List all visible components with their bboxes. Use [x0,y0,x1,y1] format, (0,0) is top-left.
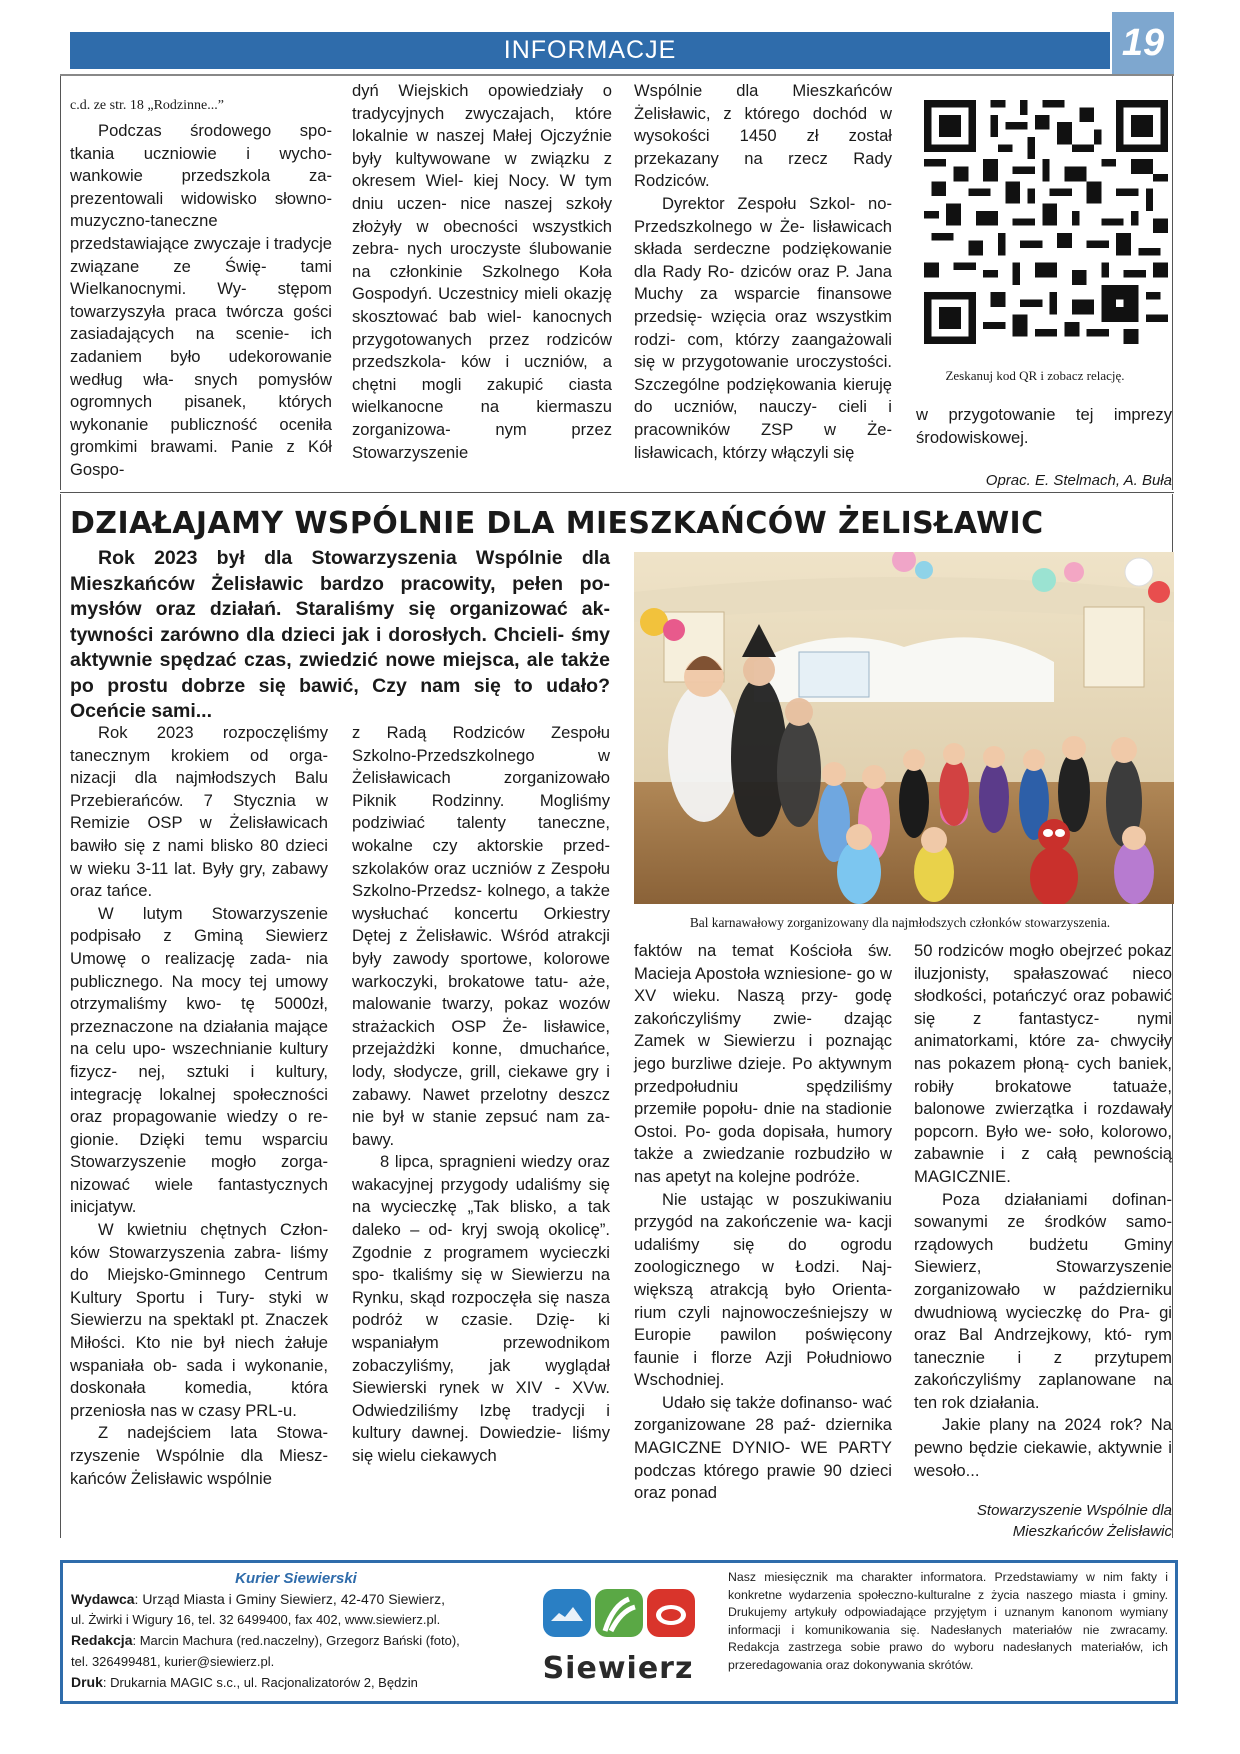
main-article-column-3 [634,940,892,1505]
paragraph: Rok 2023 rozpoczęliśmy tanecznym krokiem od orga- nizacji dla najmłodszych Balu Przebierańców. 7 Stycznia w Remizie OSP w Żelisławicach bawiło się z nami blisko 80 dzieci w wieku 3-11 lat. Były gry, zabawy oraz tańce. [70,723,328,901]
masthead-footer [60,1560,1178,1704]
paragraph: w przygotowanie tej imprezy środowiskowej. [916,405,1172,447]
siewierz-logo [533,1585,703,1689]
publisher-text: : Urząd Miasta i Gminy Siewierz, 42-470 Siewierz, [134,1591,445,1608]
article-divider [60,492,1174,493]
qr-caption: Zeskanuj kod QR i zobacz relację. [945,368,1125,383]
paragraph: W kwietniu chętnych Człon- ków Stowarzyszenia zabra- liśmy do Miejsko-Gminnego Centrum Kultury Sportu i Tury- styki w Siewierzu na spektakl pt. Znaczek Miłości. Kto nie był niech żałuje wspaniała ob- sada i wykonanie, doskonała komedia, która przeniosła nas w czasy PRL-u. [70,1220,328,1420]
main-article-column-2 [352,722,610,1468]
top-article-column-3 [634,80,892,464]
paragraph: Dyrektor Zespołu Szkol- no-Przedszkolnego w Że- lisławicach składa serdeczne podziękowanie dla Rady Ro- dziców oraz P. Jana Muchy za wsparcie finansowe przedsię- wzięcia oraz wszystkim rodzi- com, którzy zaangażowali się w przygotowanie uroczystości. Szczególne podziękowania kieruję do uczniów, nauczy- cieli i pracowników ZSP w Że- lisławicach, którzy włączyli się [634,193,892,462]
qr-code-image[interactable] [924,96,1168,348]
masthead-details [71,1569,521,1693]
carnival-ball-photo [634,552,1174,904]
paragraph: Poza działaniami dofinan- sowanymi ze środków samo- rządowych budżetu Gminy Siewierz, Stowarzyszenie zorganizowało w październiku dwudniową wycieczkę do Pra- gi oraz Bal Andrzejkowy, któ- rym tanecznie i z przytupem zakończyliśmy zaplanowane na ten rok działania. [914,1189,1172,1412]
editorial-line [71,1630,521,1651]
column-divider [60,494,61,1538]
article-lead: Rok 2023 był dla Stowarzyszenia Wspólnie dla Mieszkańców Żelisławic bardzo pracowity, pełen po- mysłów oraz działań. Staraliśmy się organizować ak- tywności zarówno dla dzieci jak i dorosłych. Chcieli- śmy aktywnie spędzać czas, zwiedzić nowe miejsca, ale także po prostu dobrze się bawić, Czy nam się to udało? Oceńcie sami... [70,547,610,722]
paragraph: W lutym Stowarzyszenie podpisało z Gminą Siewierz Umowę o realizację zada- nia publicznego. Na mocy tej umowy otrzymaliśmy kwo- tę 5000zł, przeznaczone na działania mające na celu upo- wszechnianie kultury fizycz- nej, sztuki i kultury, integrację lokalnej społeczności oraz propagowanie wiedzy o re- gionie. Dzięki temu wsparciu Stowarzyszenie mogło zorga- nizować wiele fantastycznych inicjatyw. [70,903,328,1217]
paragraph: Podczas środowego spo- tkania uczniowie i wycho- wankowie przedszkola za- prezentowali widowisko słowno-muzyczno-taneczne przedstawiające zwyczaje i tradycje związane ze Świę- tami Wielkanocnymi. Wy- stępom towarzyszyła praca twórcza gości zasiadających na scenie- ich zadaniem było udekorowanie według wła- snych pomysłów ogromnych pisanek, których wykonanie publiczność oceniła gromkimi brawami. Panie z Kół Gospo- [70,121,332,479]
publisher-address: ul. Żwirki i Wigury 16, tel. 32 6499400, fax 402, www.siewierz.pl. [71,1611,441,1627]
top-article-signature: Oprac. E. Stelmach, A. Buła [985,472,1172,489]
continuation-note: c.d. ze str. 18 „Rodzinne...” [70,98,224,113]
print-label: Druk [71,1674,103,1691]
paragraph: Udało się także dofinanso- wać zorganizowane 28 paź- dziernika MAGICZNE DYNIO- WE PARTY podczas którego prawie 90 dzieci oraz ponad [634,1392,892,1503]
column-divider [60,76,61,490]
logo-text: Siewierz [542,1651,694,1686]
publisher-line [71,1589,521,1609]
paragraph: 50 rodziców mogło obejrzeć pokaz iluzjonisty, spałaszować nieco słodkości, potańczyć oraz pobawić się z fantastycz- nymi animatorkami, które za- chwyciły nas pokazem płoną- cych baniek, robiły brokatowe tatuaże, balonowe zwierzątka i rozdawały popcorn. Było we- soło, kolorowo, zabawnie i z całą pewnością MAGICZNIE. [914,941,1172,1186]
paragraph: Jakie plany na 2024 rok? Na pewno będzie ciekawie, aktywnie i wesoło... [914,1415,1172,1480]
paragraph: 8 lipca, spragnieni wiedzy oraz wakacyjnej przygody udaliśmy się na wycieczkę „Tak blisko, a tak daleko – od- kryj swoją okolicę”. Zgodnie z programem wycieczki spo- tkaliśmy się w Siewierzu na Rynku, skąd rozpoczęła się nasza podróż w czasie. Dzię- ki wspaniałym przewodnikom zobaczyliśmy, jak wyglądał Siewierski rynek w XIV - XVw. Odwiedziliśmy Izbę tradycji i kultury dawnej. Dowiedzie- liśmy się wielu ciekawych [352,1152,610,1465]
paragraph: z Radą Rodziców Zespołu Szkolno-Przedszkolnego w Żelisławicach zorganizowało Piknik Rodzinny. Mogliśmy podziwiać talenty taneczne, wokalne czy aktorskie przed- szkolaków oraz uczniów z Zespołu Szkolno-Przedsz- kolnego, a także wysłuchać koncertu Orkiestry Dętej z Żelisławic. Wśród atrakcji były zawody sportowe, kolorowe warkoczyki, brokatowe tatu- aże, malowanie twarzy, pokaz wozów strażackich OSP Że- lisławice, przejażdżki konne, dmuchańce, lody, słodycze, grill, ciekawe gry i zabawy. Nawet przelotny deszcz nie był w stanie zepsuć nam za- bawy. [352,723,610,1149]
paragraph: dyń Wiejskich opowiedziały o tradycyjnych zwyczajach, które lokalnie w naszej Małej Ojczyźnie były kultywowane w związku z okresem Wiel- kiej Nocy. W tym dniu uczen- nice naszej szkoły złożyły w obecności wszystkich zebra- nych uroczyste ślubowanie na członkinie Szkolnego Koła Gospodyń. Uczestnicy mieli okazję skosztować bab wiel- kanocnych przygotowanych przez rodziców przedszkola- ków i uczniów, a chętni mogli zakupić ciasta wielkanocne na kiermaszu zorganizowa- nym przez Stowarzyszenie [352,81,612,462]
signature-line: Mieszkańców Żelisławic [1012,1523,1172,1540]
paragraph: Nie ustając w poszukiwaniu przygód na zakończenie wa- kacji udaliśmy się do ogrodu zoologicznego w Łodzi. Naj- większą atrakcją było Orienta- rium czyli najnowocześniejszy w Europie pawilon poświęcony faunie i florze Azji Południowo Wschodniej. [634,1189,892,1390]
editorial-text: : Marcin Machura (red.naczelny), Grzegorz Bański (foto), [132,1633,460,1649]
top-article-column-4 [916,404,1172,449]
top-article-column-2 [352,80,612,464]
main-article-column-4 [914,940,1172,1482]
paragraph: Wspólnie dla Mieszkańców Żelisławic, z którego dochód w wysokości 1450 zł został przekazany na rzecz Rady Rodziców. [634,81,892,191]
paragraph: Z nadejściem lata Stowa- rzyszenie Wspólnie dla Miesz- kańców Żelisławic wspólnie [70,1423,328,1488]
top-article-column-1 [70,80,332,482]
publisher-label: Wydawca [71,1591,135,1608]
photo-caption: Bal karnawałowy zorganizowany dla najmłodszych członków stowarzyszenia. [689,915,1111,930]
main-article-column-1 [70,722,328,1490]
article-title: DZIAŁAJAMY WSPÓLNIE DLA MIESZKAŃCÓW ŻELISŁAWIC [70,506,1044,541]
print-text: : Drukarnia MAGIC s.c., ul. Racjonalizatorów 2, Będzin [102,1675,418,1691]
paragraph: faktów na temat Kościoła św. Macieja Apostoła wzniesione- go w XV wieku. Naszą przy- godę zakończyliśmy zwie- dzając Zamek w Siewierzu i poznając jego burzliwe dzieje. Po aktywnym przedpołudniu spędziliśmy przemiłe popołu- dnie na stadionie Ostoi. Po- goda dopisała, humory także a zwiedzanie rozbudziło w nas apetyt na kolejne podróże. [634,941,892,1186]
siewierz-logo-icon [533,1585,703,1645]
signature-line: Stowarzyszenie Wspólnie dla [976,1502,1172,1519]
header-divider [60,74,1174,76]
page-number: 19 [1112,12,1174,74]
editorial-label: Redakcja [71,1632,133,1649]
section-title: INFORMACJE [503,36,677,64]
editorial-disclaimer: Nasz miesięcznik ma charakter informatora. Przedstawiamy w nim fakty i konkretne wydarzenia społeczno-kulturalne z życia naszego miasta i gminy. Drukujemy artykuły odpowiadające przyjętym i uznanym kanonom wymiany informacji i komunikowania się. Nadesłanych materiałów nie zwracamy. Redakcja zastrzega sobie prawo do wyboru nadesłanych materiałów, ich przeredagowania oraz dokonywania skrótów. [728,1570,1168,1672]
main-article-signature [880,1500,1172,1542]
newspaper-name: Kurier Siewierski [235,1570,357,1587]
editorial-contact: tel. 326499481, kurier@siewierz.pl. [71,1653,275,1669]
column-divider [1172,76,1173,490]
print-line [71,1672,521,1693]
